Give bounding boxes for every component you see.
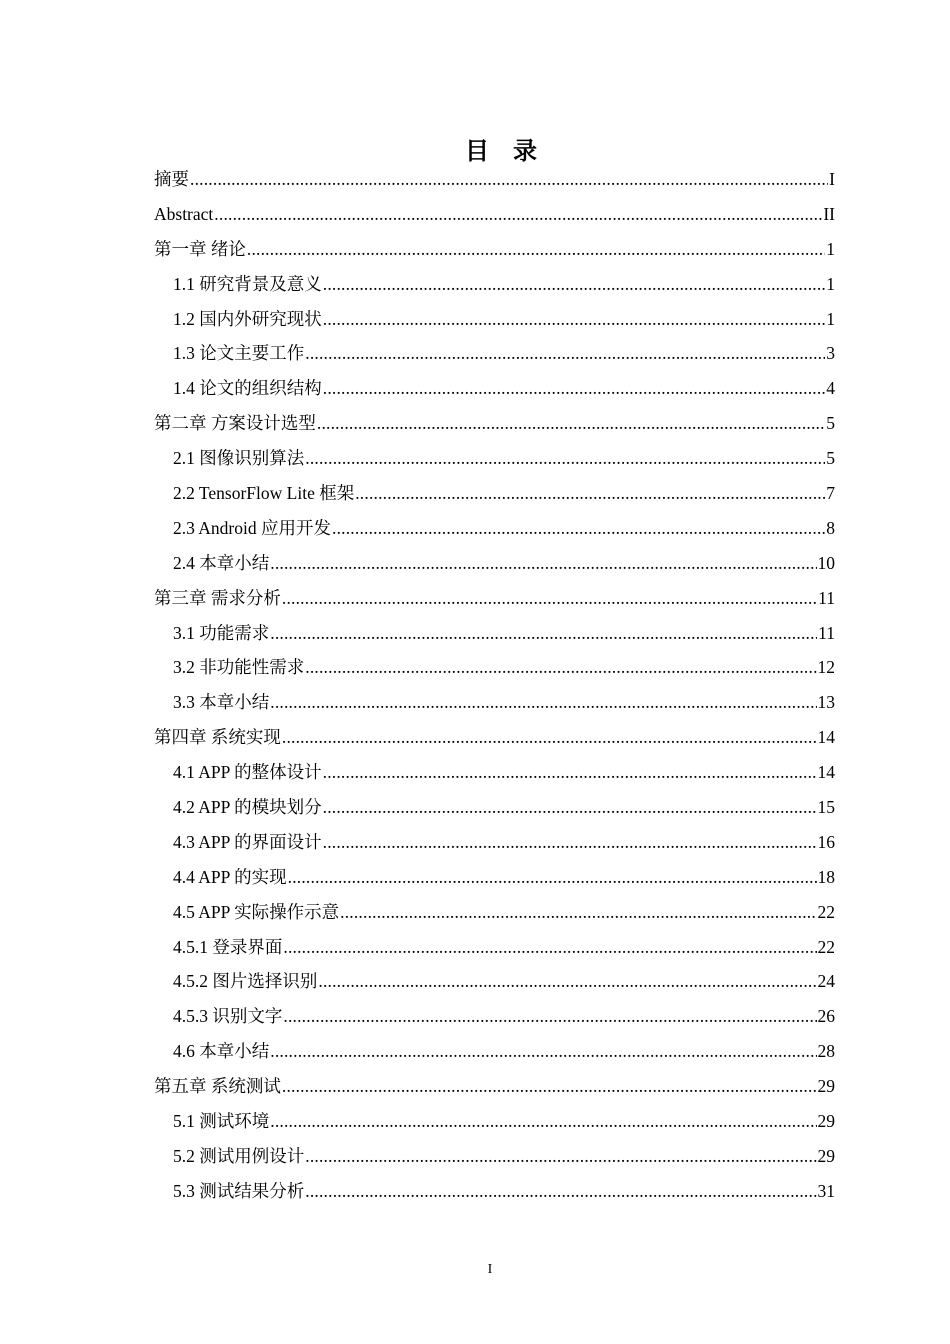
toc-entry-page: 29 — [817, 1145, 835, 1166]
toc-entry-label: 4.5 APP 实际操作示意 — [173, 901, 340, 922]
toc-entry[interactable] — [154, 930, 835, 965]
toc-entry-page: 14 — [817, 727, 835, 748]
toc-entry[interactable] — [154, 336, 835, 371]
toc-entry-page: 11 — [818, 622, 835, 643]
toc-dot-leader — [340, 895, 816, 930]
toc-dot-leader — [270, 1104, 816, 1139]
page-number-footer: I — [487, 1262, 493, 1277]
toc-entry-page: 8 — [826, 517, 835, 538]
toc-entry[interactable] — [154, 650, 835, 685]
toc-entry-page: 15 — [817, 797, 835, 818]
toc-entry-label: 1.1 研究背景及意义 — [173, 273, 322, 294]
toc-dot-leader — [190, 162, 828, 197]
toc-entry-label: 3.3 本章小结 — [173, 692, 270, 713]
toc-entry-page: I — [829, 169, 835, 189]
toc-entry[interactable] — [154, 511, 835, 546]
toc-entry-page: 3 — [826, 343, 835, 364]
toc-entry-label: 4.5.3 识别文字 — [173, 1006, 283, 1027]
toc-entry-label: 3.1 功能需求 — [173, 622, 270, 643]
toc-entry-page: 10 — [817, 552, 835, 573]
toc-entry[interactable] — [154, 371, 835, 406]
toc-entry[interactable] — [154, 1069, 835, 1104]
toc-entry[interactable] — [154, 232, 835, 267]
toc-entry-page: 1 — [826, 308, 835, 329]
toc-entry-label: 1.2 国内外研究现状 — [173, 308, 322, 329]
toc-entry[interactable] — [154, 860, 835, 895]
toc-entry-label: 1.4 论文的组织结构 — [173, 378, 322, 399]
toc-entry-label: 4.4 APP 的实现 — [173, 866, 287, 887]
toc-entry-page: 26 — [817, 1006, 835, 1027]
toc-entry[interactable] — [154, 999, 835, 1034]
toc-entry-label: 第二章 方案设计选型 — [154, 413, 316, 434]
toc-entry-page: 11 — [818, 587, 835, 608]
toc-dot-leader — [305, 1174, 816, 1209]
toc-entry-label: 第三章 需求分析 — [154, 587, 281, 608]
toc-entry[interactable] — [154, 197, 835, 232]
toc-entry-label: 摘要 — [154, 169, 189, 189]
toc-entry[interactable] — [154, 441, 835, 476]
toc-entry-label: 1.3 论文主要工作 — [173, 343, 305, 364]
toc-entry[interactable] — [154, 1139, 835, 1174]
toc-dot-leader — [283, 930, 816, 965]
toc-dot-leader — [270, 685, 816, 720]
toc-entry-page: 13 — [817, 692, 835, 713]
toc-entry-label: 4.5.1 登录界面 — [173, 936, 283, 957]
toc-entry[interactable] — [154, 406, 835, 441]
toc-entry-page: 31 — [817, 1180, 835, 1201]
toc-entry-page: 22 — [817, 936, 835, 957]
toc-entry-label: 第五章 系统测试 — [154, 1076, 281, 1097]
toc-entry-label: 5.2 测试用例设计 — [173, 1145, 305, 1166]
toc-entry[interactable] — [154, 162, 835, 197]
toc-entry-page: 29 — [817, 1076, 835, 1097]
toc-entry-label: 5.1 测试环境 — [173, 1111, 270, 1132]
toc-entry[interactable] — [154, 1174, 835, 1209]
toc-entry-page: 1 — [826, 273, 835, 294]
toc-dot-leader — [282, 1069, 817, 1104]
toc-entry-page: 24 — [817, 971, 835, 992]
toc-dot-leader — [305, 650, 816, 685]
toc-entry[interactable] — [154, 790, 835, 825]
toc-entry-page: 7 — [826, 483, 835, 504]
toc-dot-leader — [323, 371, 826, 406]
toc-dot-leader — [288, 860, 817, 895]
toc-entry[interactable] — [154, 825, 835, 860]
toc-entry[interactable] — [154, 964, 835, 999]
toc-dot-leader — [323, 825, 817, 860]
toc-entry-label: 4.3 APP 的界面设计 — [173, 831, 322, 852]
toc-entry[interactable] — [154, 546, 835, 581]
toc-entry[interactable] — [154, 1104, 835, 1139]
toc-dot-leader — [282, 581, 817, 616]
toc-entry-page: 18 — [817, 866, 835, 887]
toc-entry[interactable] — [154, 895, 835, 930]
toc-entry-page: 5 — [826, 448, 835, 469]
toc-entry[interactable] — [154, 616, 835, 651]
toc-dot-leader — [305, 441, 825, 476]
page-title: 目 录 — [465, 137, 537, 165]
toc-dot-leader — [355, 476, 825, 511]
toc-entry-page: 1 — [826, 238, 835, 259]
toc-entry-label: 4.2 APP 的模块划分 — [173, 797, 322, 818]
toc-dot-leader — [323, 790, 817, 825]
toc-entry-label: 4.6 本章小结 — [173, 1041, 270, 1062]
toc-entry-page: 16 — [817, 831, 835, 852]
toc-entry-label: 3.2 非功能性需求 — [173, 657, 305, 678]
toc-entry-label: 4.1 APP 的整体设计 — [173, 762, 322, 783]
toc-entry-label: 2.1 图像识别算法 — [173, 448, 305, 469]
toc-dot-leader — [332, 511, 825, 546]
toc-dot-leader — [283, 999, 816, 1034]
toc-entry-page: 29 — [817, 1111, 835, 1132]
toc-entry-page: 12 — [817, 657, 835, 678]
toc-dot-leader — [305, 1139, 816, 1174]
toc-dot-leader — [323, 302, 826, 337]
toc-entry-page: 4 — [826, 378, 835, 399]
toc-entry[interactable] — [154, 755, 835, 790]
toc-entry-label: Abstract — [154, 203, 214, 224]
toc-dot-leader — [317, 406, 825, 441]
toc-dot-leader — [247, 232, 825, 267]
toc-dot-leader — [270, 1034, 816, 1069]
toc-entry[interactable] — [154, 1034, 835, 1069]
toc-dot-leader — [305, 336, 825, 371]
toc-entry-label: 第四章 系统实现 — [154, 727, 281, 748]
toc-dot-leader — [323, 755, 817, 790]
toc-entry[interactable] — [154, 685, 835, 720]
toc-entry-page: 28 — [817, 1041, 835, 1062]
toc-dot-leader — [282, 720, 817, 755]
toc-entry-page: 5 — [826, 413, 835, 434]
toc-dot-leader — [270, 616, 817, 651]
toc-entry-label: 2.2 TensorFlow Lite 框架 — [173, 483, 355, 504]
toc-entry-label: 5.3 测试结果分析 — [173, 1180, 305, 1201]
toc-entry-label: 4.5.2 图片选择识别 — [173, 971, 318, 992]
toc-entry[interactable] — [154, 581, 835, 616]
toc-entry[interactable] — [154, 302, 835, 337]
table-of-contents — [154, 162, 835, 1209]
toc-entry[interactable] — [154, 720, 835, 755]
toc-entry-page: 14 — [817, 762, 835, 783]
toc-entry-label: 第一章 绪论 — [154, 238, 246, 259]
toc-dot-leader — [323, 267, 826, 302]
toc-entry-page: II — [823, 203, 835, 224]
toc-entry[interactable] — [154, 267, 835, 302]
toc-entry[interactable] — [154, 476, 835, 511]
toc-dot-leader — [214, 197, 822, 232]
toc-dot-leader — [318, 964, 816, 999]
toc-entry-page: 22 — [817, 901, 835, 922]
toc-entry-label: 2.3 Android 应用开发 — [173, 517, 331, 538]
toc-entry-label: 2.4 本章小结 — [173, 552, 270, 573]
toc-dot-leader — [270, 546, 816, 581]
